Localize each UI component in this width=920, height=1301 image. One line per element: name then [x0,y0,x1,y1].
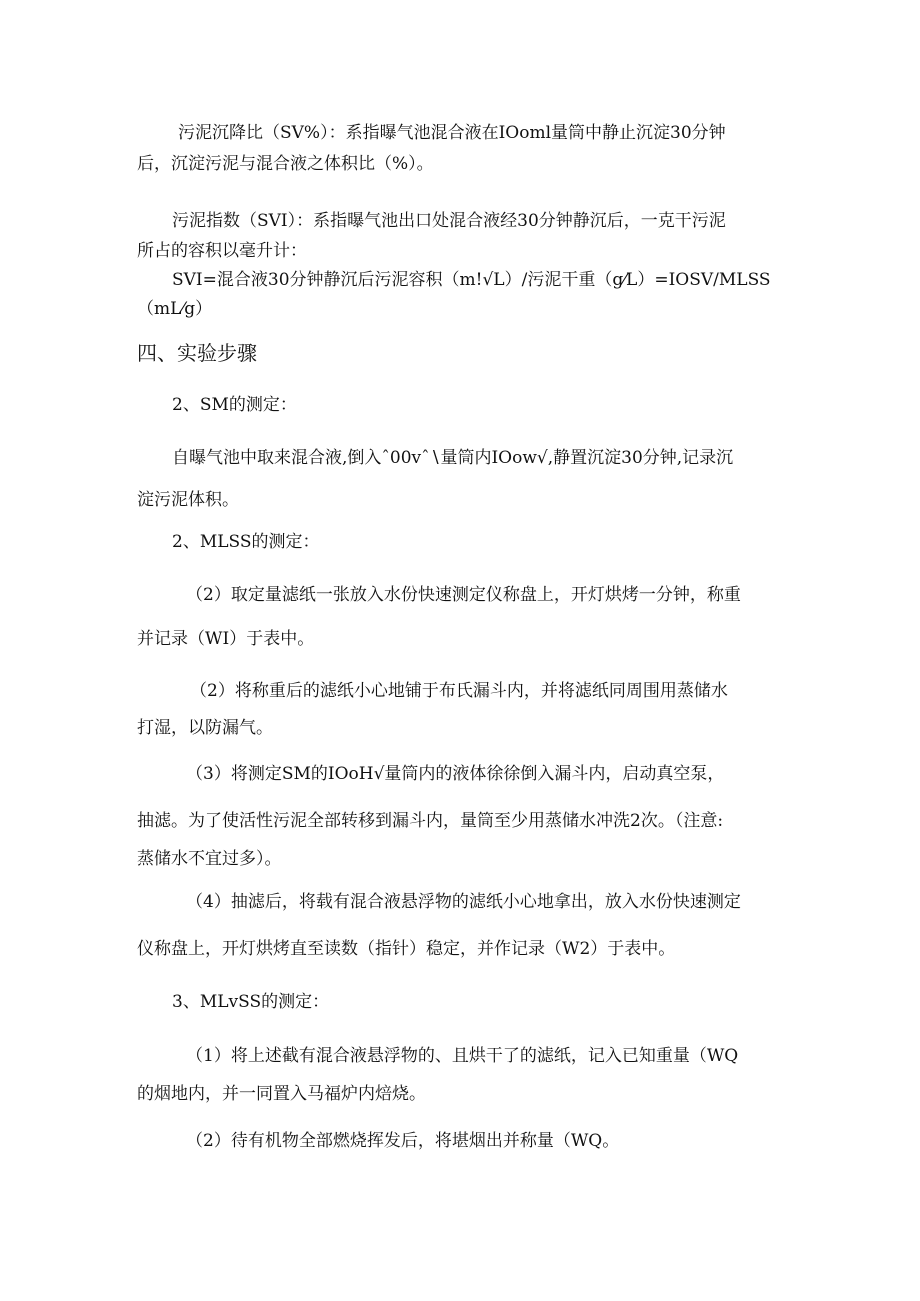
mlss-step1-line-2: 并记录（WI）于表中。 [137,629,315,649]
mlvss-step1-line-2: 的烟地内，并一同置入马福炉内焙烧。 [137,1084,426,1104]
sm-step-line-2: 淀污泥体积。 [137,490,239,510]
mlss-step3-line-2: 抽滤。为了使活性污泥全部转移到漏斗内，量筒至少用蒸储水冲洗2次。（注意: [137,811,724,831]
mlvss-step2-line-1: （2）待有机物全部燃烧挥发后，将堪烟出并称量（WQ。 [186,1131,620,1151]
mlss-step1-line-1: （2）取定量滤纸一张放入水份快速测定仪称盘上，开灯烘烤一分钟，称重 [186,585,741,605]
mlvss-title: 3、MLvSS的测定： [172,992,330,1012]
mlvss-step1-line-1: （1）将上述截有混合液悬浮物的、且烘干了的滤纸，记入已知重量（WQ [186,1046,739,1066]
svi-formula-line-2: （mL⁄g） [137,299,213,319]
mlss-step4-line-2: 仪称盘上，开灯烘烤直至读数（指针）稳定，并作记录（W2）于表中。 [137,939,676,959]
sv-definition-line-1: 污泥沉降比（SV%）：系指曝气池混合液在IOoml量筒中静止沉淀30分钟 [178,123,726,143]
svi-formula-line-1: SVI=混合液30分钟静沉后污泥容积（m!√L）/污泥干重（g⁄L）=IOSV/MLSS [172,270,771,290]
section-heading: 四、实验步骤 [137,341,257,365]
svi-definition-line-1: 污泥指数（SVI）：系指曝气池出口处混合液经30分钟静沉后，一克干污泥 [172,211,726,231]
mlss-step4-line-1: （4）抽滤后，将载有混合液悬浮物的滤纸小心地拿出，放入水份快速测定 [186,892,741,912]
mlss-step2-line-2: 打湿，以防漏气。 [137,718,273,738]
sm-title: 2、SM的测定： [172,395,297,415]
mlss-title: 2、MLSS的测定： [172,532,320,552]
sm-step-line-1: 自曝气池中取来混合液,倒入ˆ00vˆ∖量筒内IOow√,静置沉淀30分钟,记录沉 [172,448,734,468]
mlss-step3-line-1: （3）将测定SM的IOoH√量筒内的液体徐徐倒入漏斗内，启动真空泵， [186,764,725,784]
sv-definition-line-2: 后，沉淀污泥与混合液之体积比（%）。 [137,154,434,174]
mlss-step3-line-3: 蒸储水不宜过多）。 [137,849,282,869]
mlss-step2-line-1: （2）将称重后的滤纸小心地铺于布氏漏斗内，并将滤纸同周围用蒸储水 [190,681,728,701]
svi-definition-line-2: 所占的容积以毫升计： [137,241,307,261]
